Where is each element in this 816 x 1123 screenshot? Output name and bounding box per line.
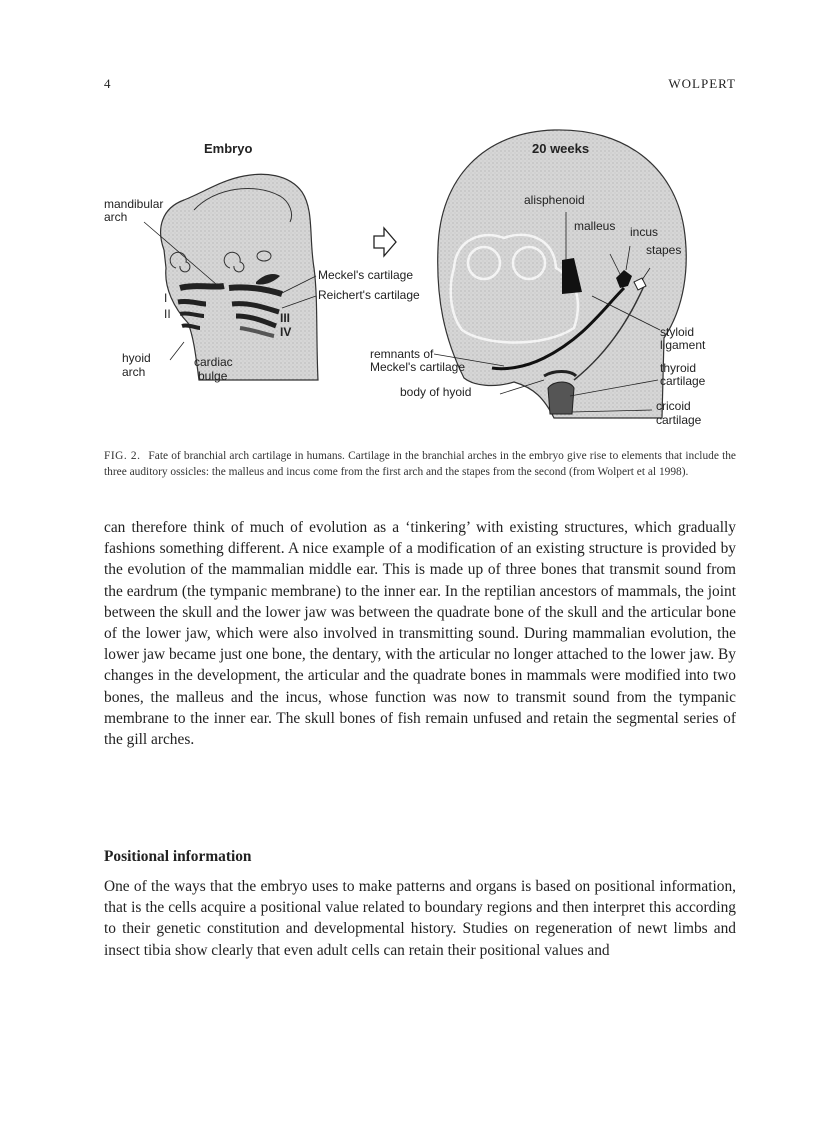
figure-caption (104, 448, 736, 480)
embryo-title: Embryo (204, 141, 253, 156)
label-arch-I: I (164, 291, 168, 305)
label-meckels-cartilage: Meckel's cartilage (318, 268, 413, 282)
body-paragraph-2 (104, 876, 736, 961)
label-remnants-of: remnants of (370, 347, 434, 361)
section-heading: Positional information (104, 848, 252, 865)
label-bulge: bulge (198, 369, 228, 383)
label-thyroid-cartilage: cartilage (660, 374, 706, 388)
label-incus: incus (630, 225, 659, 239)
label-mandibular: mandibular (104, 197, 164, 211)
label-cardiac: cardiac (194, 355, 233, 369)
label-malleus: malleus (574, 219, 616, 233)
label-reicherts-cartilage: Reichert's cartilage (318, 288, 420, 302)
arrow-icon (374, 228, 396, 256)
label-cricoid-cartilage: cartilage (656, 413, 702, 427)
figure-label: FIG. 2. (104, 450, 141, 462)
fetal-head-drawing (434, 130, 686, 418)
paragraph-text: can therefore think of much of evolution as a ‘tinkering’ with existing structures, which gradually fashions something different. A nice example of a modification of an existing structure is provided by the evolution of the mammalian middle ear. This is made up of three bones that transmit sound from the eardrum (the tympanic membrane) to the inner ear. In the reptilian ancestors of mammals, the joint between the skull and the lower jaw was between the quadrate bone of the skull and the articular bone of the lower jaw, which were also involved in transmitting sound. During mammalian evolution, the lower jaw became just one bone, the dentary, with the articular no longer attached to the lower jaw. By changes in the development, the articular and the quadrate bones in mammals were modified into two bones, the malleus and the incus, whose function was now to transmit sound from the tympanic membrane to the inner ear. The skull bones of fish remain unfused and retain the segmental series of the gill arches. (104, 519, 736, 749)
twenty-weeks-title: 20 weeks (532, 141, 590, 156)
running-head (104, 76, 736, 92)
label-ligament: ligament (660, 338, 706, 352)
label-styloid: styloid (660, 325, 695, 339)
label-mandibular-arch: arch (104, 210, 128, 224)
body-paragraph-1 (104, 517, 736, 750)
label-thyroid: thyroid (660, 361, 697, 375)
label-arch-IV: IV (280, 325, 292, 339)
label-stapes: stapes (646, 243, 682, 257)
embryo-drawing (144, 174, 318, 380)
paragraph-text: One of the ways that the embryo uses to make patterns and organs is based on positional information, that is the cells acquire a positional value related to boundary regions and then interpret this according to their genetic constitution and developmental history. Studies on regeneration of newt limbs and insect tibia show clearly that even adult cells can retain their positional values and (104, 878, 736, 959)
label-hyoid: hyoid (122, 351, 151, 365)
label-hyoid-arch: arch (122, 365, 146, 379)
label-cricoid: cricoid (656, 399, 691, 413)
caption-text: Fate of branchial arch cartilage in humans. Cartilage in the branchial arches in the embryo give rise to elements that include the three auditory ossicles: the malleus and incus come from the first arch and the stapes from the second (from Wolpert et al 1998). (104, 450, 736, 478)
figure-2 (104, 118, 736, 436)
page-number: 4 (104, 76, 111, 91)
label-arch-III: III (280, 311, 291, 325)
label-body-of-hyoid: body of hyoid (400, 385, 472, 399)
label-alisphenoid: alisphenoid (524, 193, 585, 207)
label-arch-II: II (164, 307, 171, 321)
running-head-author: WOLPERT (668, 76, 736, 91)
label-remnants-meckels: Meckel's cartilage (370, 360, 465, 374)
